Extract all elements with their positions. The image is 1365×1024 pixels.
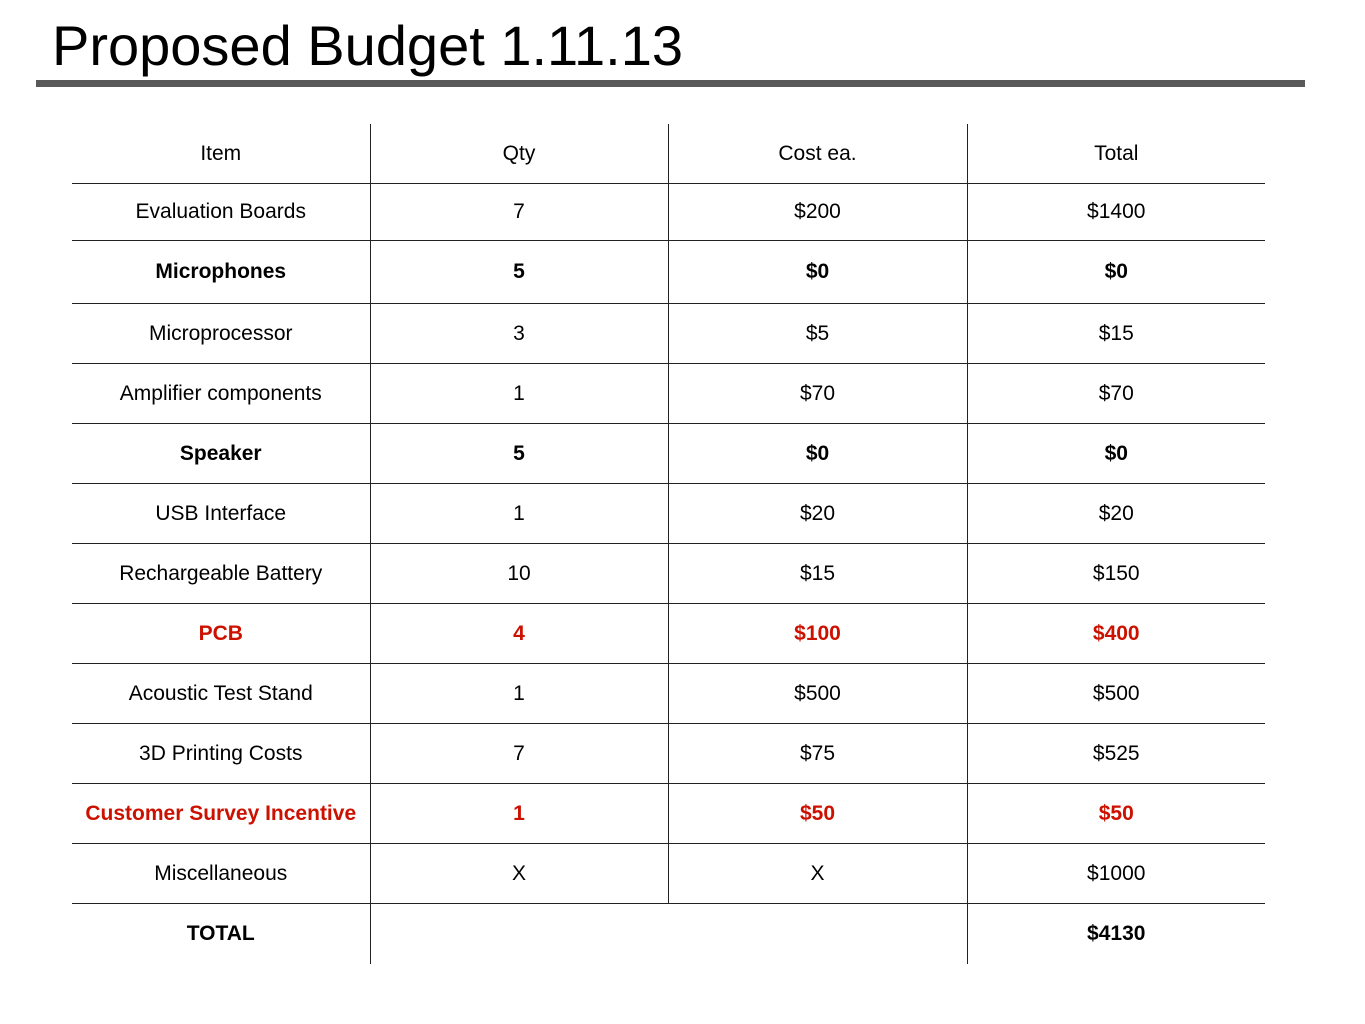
cell-total: $525 [967, 724, 1265, 784]
cell-total: $50 [967, 784, 1265, 844]
cell-total: $1400 [967, 184, 1265, 241]
cell-total: $1000 [967, 844, 1265, 904]
budget-table [72, 124, 1265, 964]
table-row [72, 364, 1265, 424]
cell-item: Customer Survey Incentive [72, 784, 370, 844]
table-row [72, 544, 1265, 604]
table-row [72, 664, 1265, 724]
header-cost: Cost ea. [668, 124, 967, 184]
header-qty: Qty [370, 124, 668, 184]
cell-item: USB Interface [72, 484, 370, 544]
table-row [72, 724, 1265, 784]
header-total: Total [967, 124, 1265, 184]
total-row [72, 904, 1265, 964]
cell-total: $500 [967, 664, 1265, 724]
cell-qty: 1 [370, 784, 668, 844]
cell-item: 3D Printing Costs [72, 724, 370, 784]
cell-cost: $75 [668, 724, 967, 784]
cell-cost: $200 [668, 184, 967, 241]
total-value: $4130 [967, 904, 1265, 964]
header-item: Item [72, 124, 370, 184]
cell-total: $150 [967, 544, 1265, 604]
cell-item: Miscellaneous [72, 844, 370, 904]
cell-cost: $0 [668, 424, 967, 484]
table-row [72, 484, 1265, 544]
cell-qty: 1 [370, 364, 668, 424]
cell-cost: $50 [668, 784, 967, 844]
cell-item: Rechargeable Battery [72, 544, 370, 604]
table-row [72, 604, 1265, 664]
cell-cost: $70 [668, 364, 967, 424]
cell-item: Amplifier components [72, 364, 370, 424]
cell-item: Microphones [72, 241, 370, 304]
cell-qty: 7 [370, 184, 668, 241]
cell-item: Evaluation Boards [72, 184, 370, 241]
table-row [72, 844, 1265, 904]
cell-item: Speaker [72, 424, 370, 484]
cell-total: $0 [967, 424, 1265, 484]
cell-item: Acoustic Test Stand [72, 664, 370, 724]
cell-item: PCB [72, 604, 370, 664]
cell-qty: 3 [370, 304, 668, 364]
table-header-row [72, 124, 1265, 184]
table-row [72, 424, 1265, 484]
total-label: TOTAL [186, 921, 255, 945]
cell-cost: X [668, 844, 967, 904]
cell-qty: 7 [370, 724, 668, 784]
cell-cost: $20 [668, 484, 967, 544]
cell-qty: X [370, 844, 668, 904]
cell-total: $0 [967, 241, 1265, 304]
cell-cost: $100 [668, 604, 967, 664]
cell-qty: 1 [370, 664, 668, 724]
cell-qty: 5 [370, 424, 668, 484]
cell-cost: $15 [668, 544, 967, 604]
cell-qty: 1 [370, 484, 668, 544]
table-row [72, 304, 1265, 364]
table-row [72, 184, 1265, 241]
cell-qty: 10 [370, 544, 668, 604]
cell-total: $400 [967, 604, 1265, 664]
cell-cost: $0 [668, 241, 967, 304]
cell-cost: $5 [668, 304, 967, 364]
total-empty-cell [370, 904, 967, 964]
cell-item: Microprocessor [72, 304, 370, 364]
cell-qty: 5 [370, 241, 668, 304]
cell-qty: 4 [370, 604, 668, 664]
cell-total: $70 [967, 364, 1265, 424]
title-divider [36, 80, 1305, 87]
cell-total: $20 [967, 484, 1265, 544]
table-row [72, 241, 1265, 304]
cell-cost: $500 [668, 664, 967, 724]
table-row [72, 784, 1265, 844]
page-title: Proposed Budget 1.11.13 [52, 14, 684, 77]
cell-total: $15 [967, 304, 1265, 364]
